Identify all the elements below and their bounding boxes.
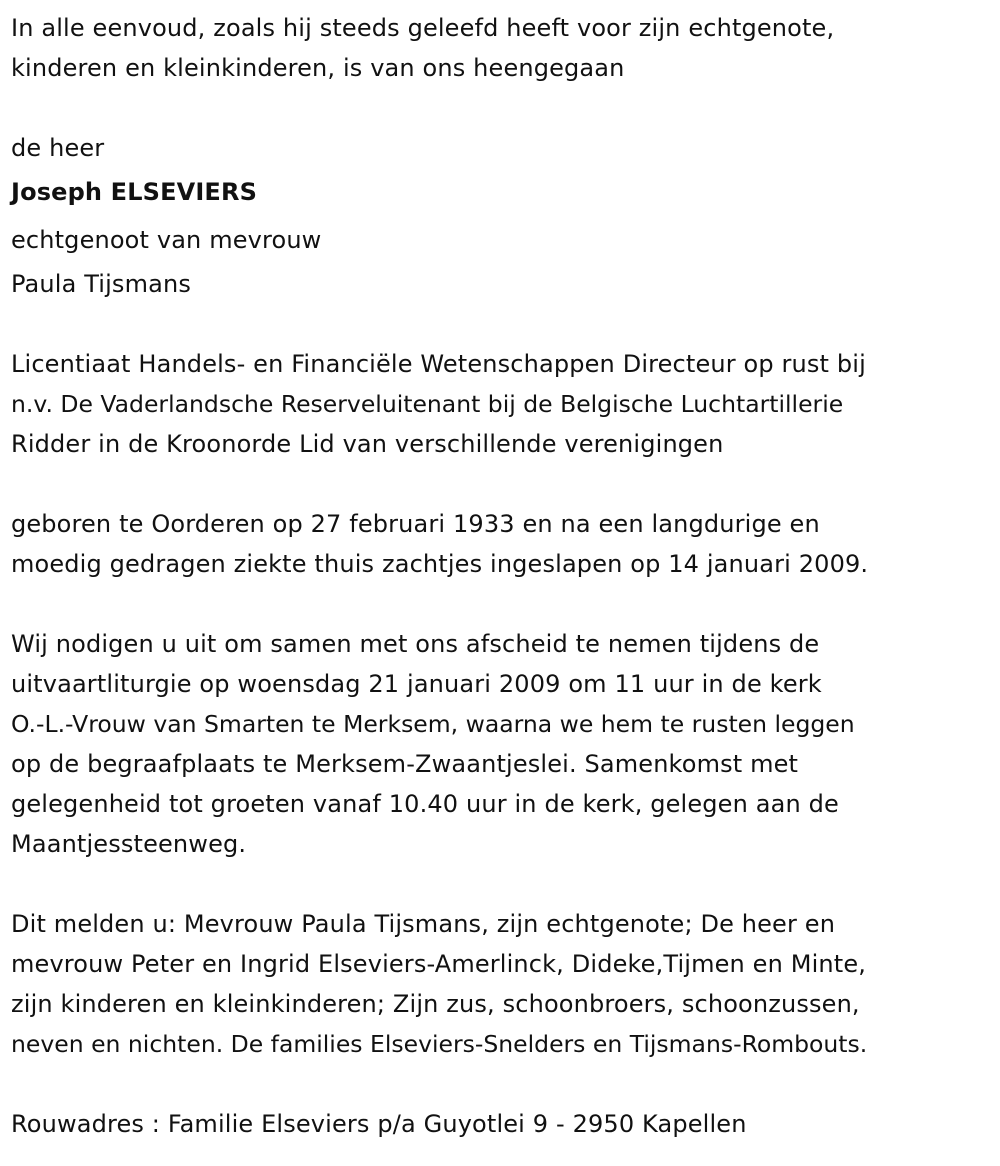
titles-line: n.v. De Vaderlandsche Reserveluitenant bij de Belgische Luchtartillerie xyxy=(11,390,844,418)
invitation-line: Wij nodigen u uit om samen met ons afscheid te nemen tijdens de xyxy=(11,630,820,658)
birth-death-line: moedig gedragen ziekte thuis zachtjes ingeslapen op 14 januari 2009. xyxy=(11,550,869,578)
spacer xyxy=(11,1064,991,1104)
mourning-address: Rouwadres : Familie Elseviers p/a Guyotlei 9 - 2950 Kapellen xyxy=(11,1110,747,1138)
birth-death-line: geboren te Oorderen op 27 februari 1933 en na een langdurige en xyxy=(11,510,820,538)
death-notice xyxy=(11,8,991,1144)
deceased-name: Joseph ELSEVIERS xyxy=(11,178,258,206)
invitation-paragraph xyxy=(11,624,991,864)
titles-paragraph xyxy=(11,344,991,464)
announcers-line: Dit melden u: Mevrouw Paula Tijsmans, zijn echtgenote; De heer en xyxy=(11,910,836,938)
invitation-line: gelegenheid tot groeten vanaf 10.40 uur in de kerk, gelegen aan de xyxy=(11,790,839,818)
announcers-line: zijn kinderen en kleinkinderen; Zijn zus, schoonbroers, schoonzussen, xyxy=(11,990,860,1018)
spouse-label: echtgenoot van mevrouw xyxy=(11,226,322,254)
spacer xyxy=(11,864,991,904)
announcers-line: neven en nichten. De families Elseviers-Snelders en Tijsmans-Rombouts. xyxy=(11,1030,868,1058)
announcers-line: mevrouw Peter en Ingrid Elseviers-Amerlinck, Dideke,Tijmen en Minte, xyxy=(11,950,867,978)
salutation: de heer xyxy=(11,134,105,162)
titles-line: Ridder in de Kroonorde Lid van verschillende verenigingen xyxy=(11,430,724,458)
invitation-line: Maantjessteenweg. xyxy=(11,830,247,858)
birth-death-paragraph xyxy=(11,504,991,584)
invitation-line: O.-L.-Vrouw van Smarten te Merksem, waarna we hem te rusten leggen xyxy=(11,710,855,738)
spacer xyxy=(11,464,991,504)
intro-paragraph xyxy=(11,8,991,88)
spacer xyxy=(11,584,991,624)
invitation-line: op de begraafplaats te Merksem-Zwaantjeslei. Samenkomst met xyxy=(11,750,799,778)
titles-line: Licentiaat Handels- en Financiële Wetenschappen Directeur op rust bij xyxy=(11,350,866,378)
spacer xyxy=(11,88,991,128)
spouse-name: Paula Tijsmans xyxy=(11,270,191,298)
invitation-line: uitvaartliturgie op woensdag 21 januari 2009 om 11 uur in de kerk xyxy=(11,670,822,698)
spacer xyxy=(11,304,991,344)
intro-line: In alle eenvoud, zoals hij steeds geleefd heeft voor zijn echtgenote, xyxy=(11,14,835,42)
intro-line: kinderen en kleinkinderen, is van ons heengegaan xyxy=(11,54,625,82)
announcers-paragraph xyxy=(11,904,991,1064)
